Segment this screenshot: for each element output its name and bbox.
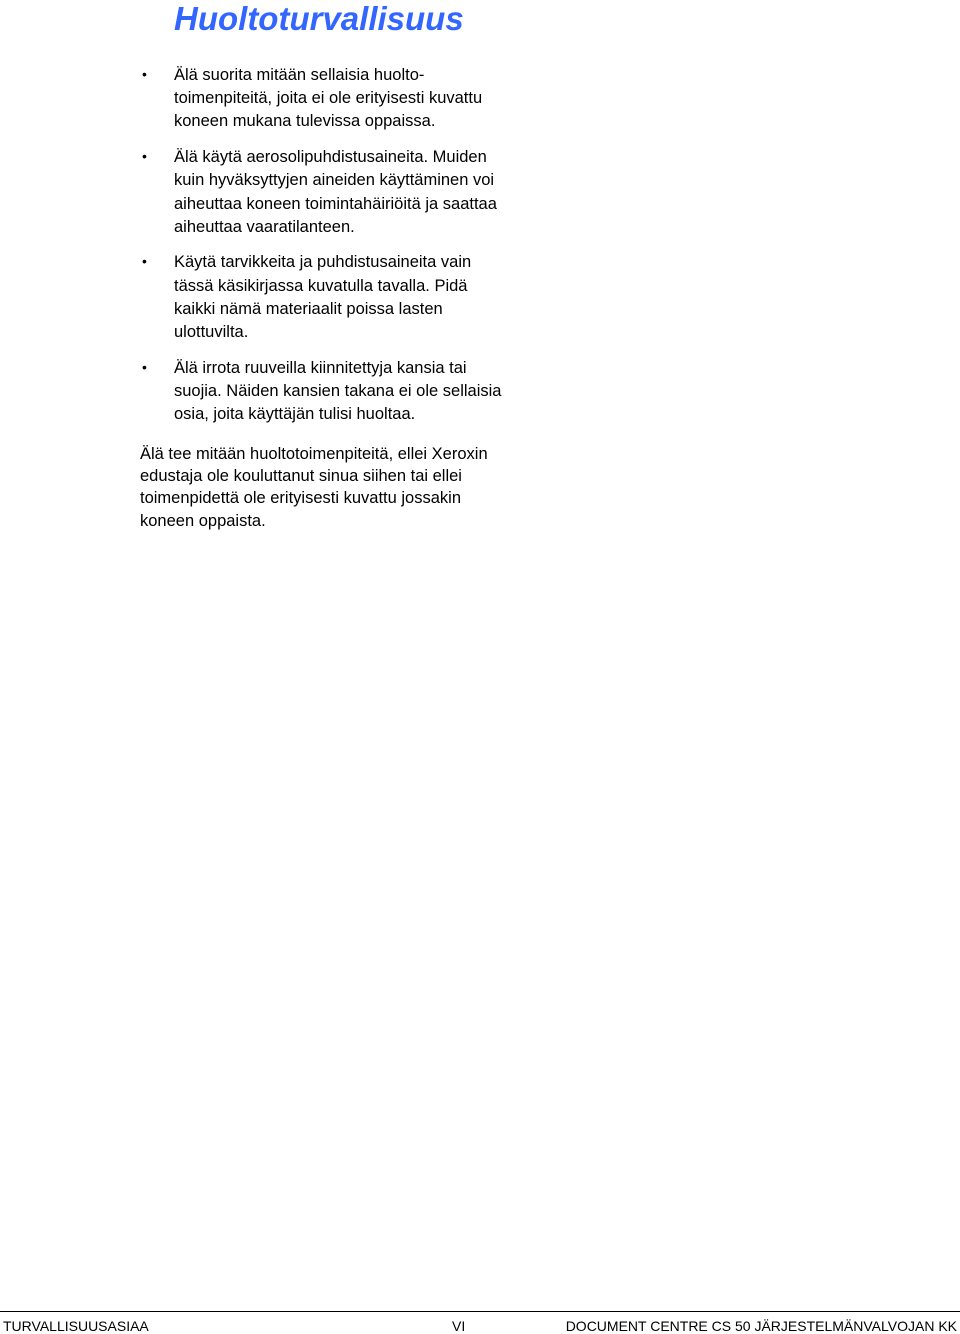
- bullet-item-2: [140, 146, 560, 239]
- footer-section-name: TURVALLISUUSASIAA: [3, 1318, 149, 1334]
- bullet-line: Älä käytä aerosolipuhdistusaineita. Muiden: [174, 148, 487, 167]
- bullet-line: Älä suorita mitään sellaisia huolto-: [174, 66, 425, 84]
- bullet-line: Älä irrota ruuveilla kiinnitettyja kansia tai: [174, 358, 467, 377]
- bullet-line: aiheuttaa vaaratilanteen.: [174, 217, 355, 236]
- bullet-line: aiheuttaa koneen toimintahäiriöitä ja saattaa: [174, 194, 497, 213]
- bullet-icon: •: [142, 358, 147, 375]
- bullet-line: kaikki nämä materiaalit poissa lasten: [174, 299, 443, 318]
- bullet-line: osia, joita käyttäjän tulisi huoltaa.: [174, 405, 416, 424]
- footer-document-title: DOCUMENT CENTRE CS 50 JÄRJESTELMÄNVALVOJAN KK: [565, 1318, 957, 1334]
- bullet-line: tässä käsikirjassa kuvatulla tavalla. Pidä: [174, 276, 468, 295]
- footer-page-number: VI: [452, 1318, 466, 1334]
- bullet-item-1: [140, 64, 560, 134]
- page-footer: [0, 1311, 960, 1334]
- bullet-line: kuin hyväksyttyjen aineiden käyttäminen voi: [174, 171, 495, 190]
- bullet-line: ulottuvilta.: [174, 323, 249, 342]
- bullet-line: koneen mukana tulevissa oppaissa.: [174, 112, 436, 131]
- paragraph-line: edustaja ole kouluttanut sinua siihen tai ellei: [140, 467, 462, 486]
- bullet-line: Käytä tarvikkeita ja puhdistusaineita vain: [174, 253, 472, 272]
- bullet-item-3: [140, 251, 560, 344]
- bullet-line: suojia. Näiden kansien takana ei ole sellaisia: [174, 381, 502, 400]
- paragraph-line: toimenpidettä ole erityisesti kuvattu jossakin: [140, 489, 461, 508]
- paragraph-line: Älä tee mitään huoltotoimenpiteitä, ellei Xeroxin: [140, 445, 488, 463]
- page-title: Huoltoturvallisuus: [174, 0, 464, 37]
- service-paragraph: [140, 443, 560, 532]
- bullet-icon: •: [142, 148, 147, 165]
- bullet-icon: •: [142, 253, 147, 270]
- safety-bullet-list: [140, 64, 560, 439]
- paragraph-line: koneen oppaista.: [140, 511, 266, 530]
- bullet-icon: •: [142, 66, 147, 82]
- bullet-line: toimenpiteitä, joita ei ole erityisesti kuvattu: [174, 89, 483, 108]
- bullet-item-4: [140, 357, 560, 427]
